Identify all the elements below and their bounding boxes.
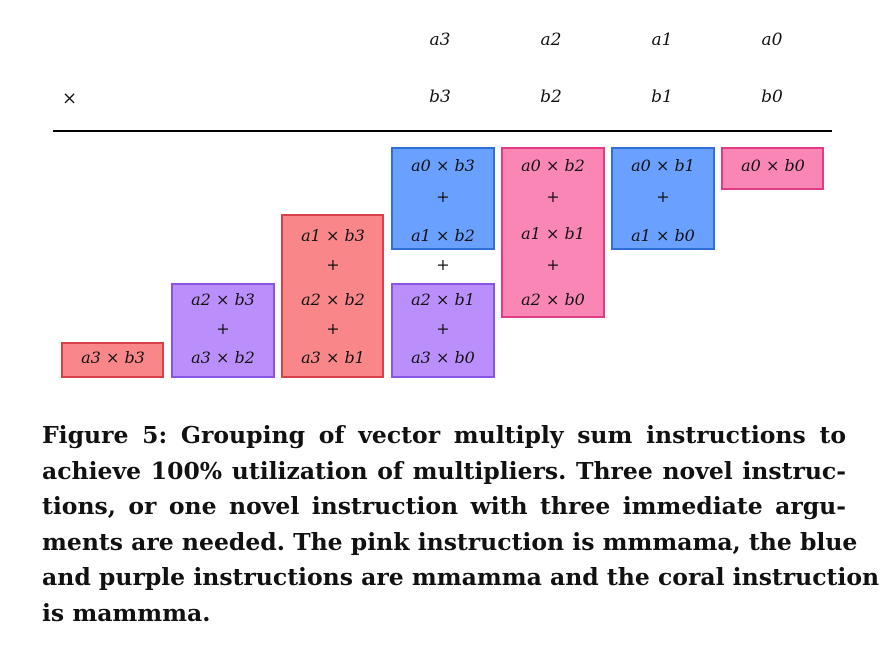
caption-line: ments are needed. The pink instruction is mmmama, the blue xyxy=(42,527,858,556)
term-a2b1: a2 × b1 xyxy=(411,290,475,309)
figure-caption xyxy=(42,418,880,631)
header-b1: b1 xyxy=(651,87,673,107)
term-a1b2: a1 × b2 xyxy=(411,226,475,245)
header-a3: a3 xyxy=(429,30,451,50)
term-a2b3: a2 × b3 xyxy=(191,290,255,309)
term-a1b1: a1 × b1 xyxy=(521,224,585,243)
term-a3b2: a3 × b2 xyxy=(191,348,255,367)
caption-line: Figure 5: Grouping of vector multiply sum instructions to xyxy=(42,421,846,449)
term-a2b0: a2 × b0 xyxy=(521,290,585,309)
header-a1: a1 xyxy=(651,30,673,50)
term-a0b0: a0 × b0 xyxy=(741,156,805,175)
plus-sign: + xyxy=(656,187,670,206)
term-a0b1: a0 × b1 xyxy=(631,156,695,175)
caption-line: achieve 100% utilization of multipliers. Three novel instruc- xyxy=(42,456,846,485)
term-a0b3: a0 × b3 xyxy=(411,156,475,175)
plus-sign: + xyxy=(546,187,560,206)
multiply-symbol: × xyxy=(62,88,78,109)
header-a0: a0 xyxy=(761,30,783,50)
plus-sign: + xyxy=(326,319,340,338)
header-b0: b0 xyxy=(761,87,783,107)
caption-line: and purple instructions are mmamma and the coral instruction xyxy=(42,563,880,591)
header-a2: a2 xyxy=(540,30,562,50)
term-a3b3: a3 × b3 xyxy=(81,348,145,367)
header-b3: b3 xyxy=(429,87,451,107)
term-a0b2: a0 × b2 xyxy=(521,156,585,175)
plus-between-blocks: + xyxy=(436,255,450,274)
term-a3b0: a3 × b0 xyxy=(411,348,475,367)
caption-line: is mammma. xyxy=(42,598,211,627)
plus-sign: + xyxy=(216,319,230,338)
plus-sign: + xyxy=(546,255,560,274)
term-a2b2: a2 × b2 xyxy=(301,290,365,309)
plus-sign: + xyxy=(436,319,450,338)
header-b2: b2 xyxy=(540,87,562,107)
term-a1b0: a1 × b0 xyxy=(631,226,695,245)
plus-sign: + xyxy=(436,187,450,206)
caption-line: tions, or one novel instruction with three immediate argu- xyxy=(42,492,846,520)
product-rule xyxy=(53,130,832,132)
term-a3b1: a3 × b1 xyxy=(301,348,365,367)
plus-sign: + xyxy=(326,255,340,274)
term-a1b3: a1 × b3 xyxy=(301,226,365,245)
